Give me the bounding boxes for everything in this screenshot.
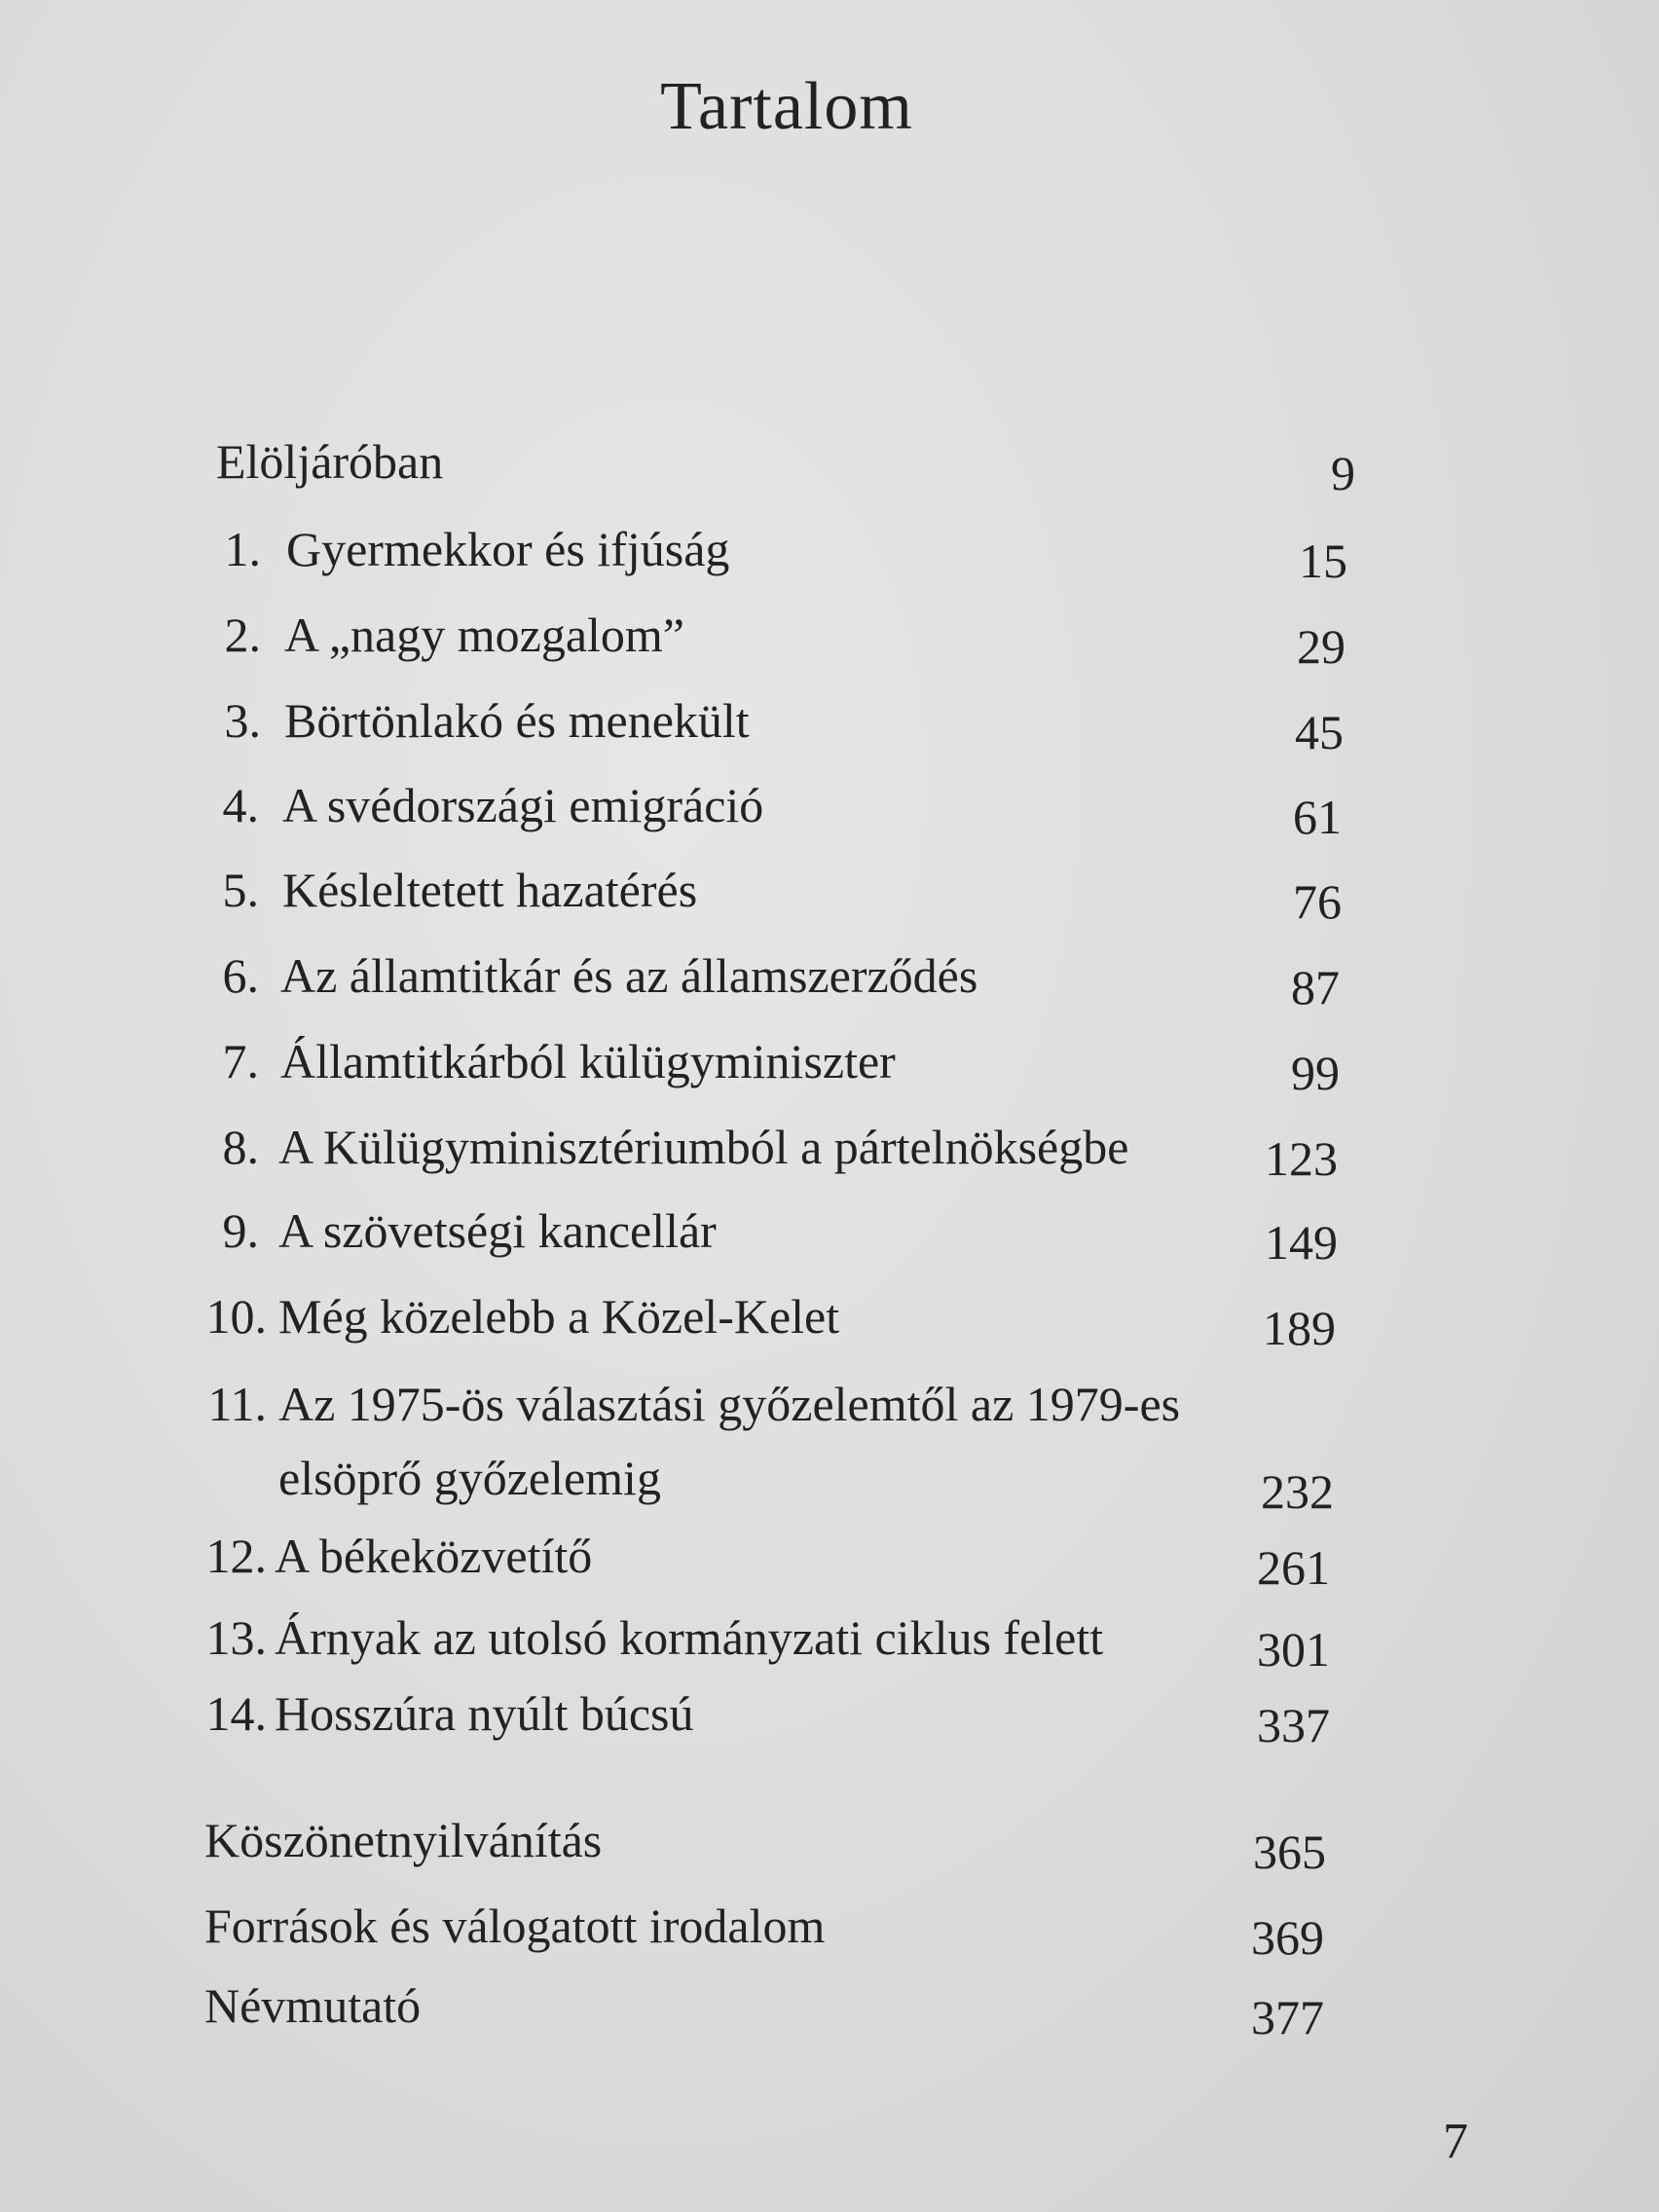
chapter-title: Az 1975-ös választási győzelemtől az 1979-es	[278, 1377, 1181, 1431]
toc-entry-back-3	[204, 1969, 1324, 2043]
chapter-title: Hosszúra nyúlt búcsú	[275, 1686, 694, 1741]
toc-entry-chapter-11	[204, 1367, 1334, 1523]
toc-entry-text: Források és válogatott irodalom	[204, 1899, 826, 1953]
chapter-title: Börtönlakó és menekült	[284, 693, 750, 748]
chapter-page: 337	[1257, 1698, 1330, 1752]
chapter-title: Államtitkárból külügyminiszter	[280, 1034, 896, 1088]
chapter-page: 189	[1263, 1301, 1336, 1355]
chapter-number: 5.	[222, 863, 259, 917]
toc-entry-back-1	[204, 1803, 1326, 1877]
toc-entry-text: Névmutató	[204, 1978, 422, 2033]
chapter-title: A „nagy mozgalom”	[284, 608, 684, 662]
chapter-number: 6.	[222, 948, 259, 1003]
toc-entry-chapter-12	[204, 1519, 1330, 1593]
toc-entry-back-2	[204, 1889, 1324, 1963]
chapter-title: A svédországi emigráció	[282, 778, 764, 832]
toc-entry-page: 365	[1253, 1825, 1326, 1879]
toc-entry-chapter-9	[214, 1194, 1338, 1268]
chapter-number: 9.	[222, 1203, 259, 1258]
toc-entry-chapter-1	[216, 512, 1347, 586]
chapter-number: 2.	[224, 608, 261, 662]
chapter-title: Gyermekkor és ifjúság	[286, 522, 730, 576]
page-title: Tartalom	[660, 69, 913, 144]
chapter-number: 12.	[205, 1529, 267, 1583]
chapter-page: 87	[1291, 960, 1340, 1014]
chapter-page: 149	[1265, 1215, 1338, 1270]
chapter-page: 45	[1295, 705, 1344, 759]
chapter-title: Árnyak az utolsó kormányzati ciklus felett	[275, 1610, 1104, 1665]
chapter-title: Az államtitkár és az államszerződés	[280, 948, 978, 1003]
chapter-page: 232	[1261, 1464, 1334, 1519]
chapter-number: 11.	[207, 1377, 267, 1431]
toc-entry-page: 377	[1251, 1990, 1324, 2045]
chapter-number: 4.	[222, 778, 259, 832]
toc-entry-chapter-14	[204, 1677, 1330, 1751]
chapter-number: 7.	[222, 1034, 259, 1088]
chapter-number: 3.	[224, 693, 261, 748]
chapter-number: 10.	[205, 1289, 267, 1344]
chapter-page: 123	[1265, 1131, 1338, 1186]
chapter-page: 99	[1291, 1046, 1340, 1100]
toc-entry-chapter-4	[214, 768, 1342, 842]
toc-entry-chapter-2	[216, 598, 1346, 672]
chapter-number: 1.	[224, 522, 261, 576]
page-number: 7	[1443, 2114, 1468, 2169]
chapter-title: Késleltetett hazatérés	[282, 863, 698, 917]
chapter-title: Még közelebb a Közel-Kelet	[278, 1289, 840, 1344]
chapter-page: 61	[1293, 790, 1342, 844]
toc-entry-chapter-10	[204, 1279, 1336, 1353]
chapter-title: A szövetségi kancellár	[278, 1203, 717, 1258]
toc-entry-page: 369	[1251, 1910, 1324, 1965]
chapter-page: 76	[1293, 874, 1342, 929]
toc-entry-chapter-3	[216, 683, 1344, 757]
toc-entry-chapter-13	[204, 1601, 1330, 1675]
toc-entry-front	[216, 424, 1355, 498]
chapter-page: 301	[1257, 1622, 1330, 1677]
toc-entry-page: 9	[1331, 446, 1355, 500]
chapter-title-continued: elsöprő győzelemig	[278, 1451, 661, 1505]
chapter-number: 14.	[205, 1686, 267, 1741]
chapter-number: 13.	[205, 1610, 267, 1665]
chapter-page: 29	[1297, 619, 1346, 674]
chapter-title: A Külügyminisztériumból a pártelnökségbe	[278, 1120, 1129, 1174]
chapter-page: 261	[1257, 1540, 1330, 1595]
toc-entry-chapter-7	[214, 1024, 1340, 1098]
toc-entry-text: Elöljáróban	[216, 434, 444, 489]
chapter-page: 15	[1299, 534, 1347, 588]
chapter-number: 8.	[222, 1120, 259, 1174]
toc-entry-chapter-5	[214, 853, 1342, 927]
toc-entry-text: Köszönetnyilvánítás	[204, 1813, 603, 1867]
toc-entry-chapter-8	[214, 1110, 1338, 1184]
toc-entry-chapter-6	[214, 939, 1340, 1013]
chapter-title: A békeközvetítő	[275, 1529, 593, 1583]
